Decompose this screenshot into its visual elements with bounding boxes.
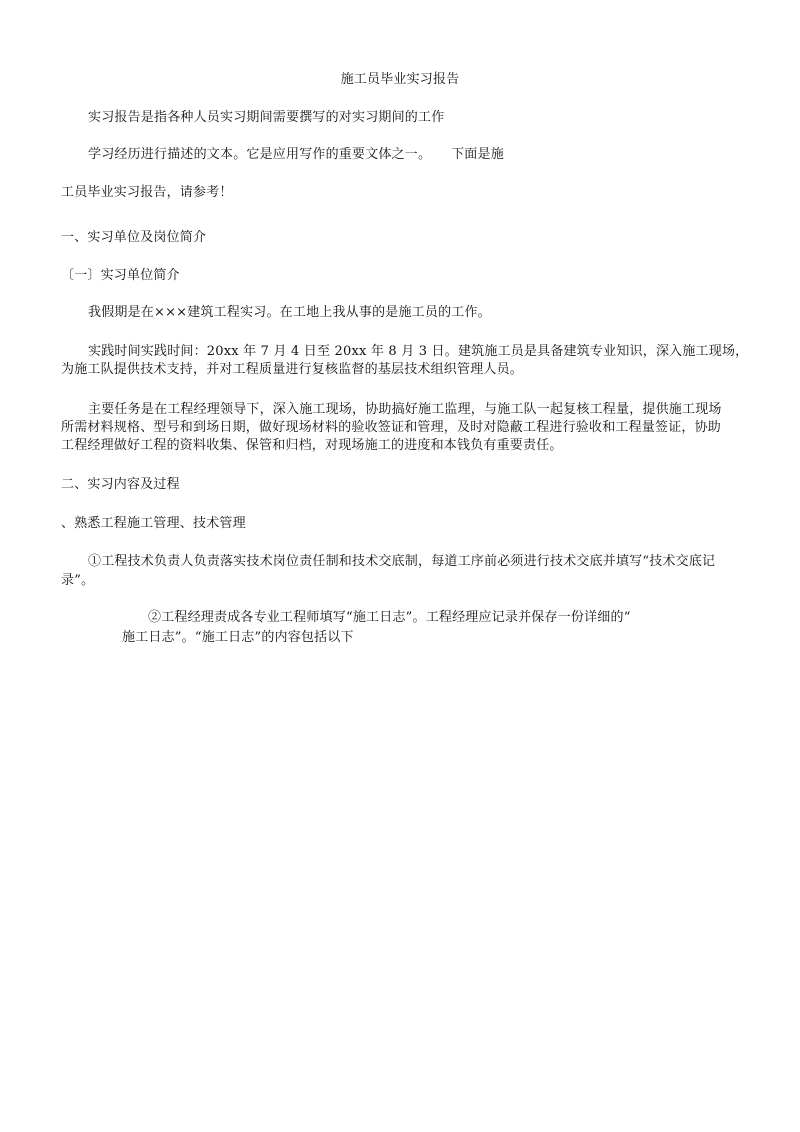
intro-line-3: 工员毕业实习报告，请参考！ [61, 185, 233, 200]
section-1-paragraph-3-line-1: 主要任务是在工程经理领导下，深入施工现场，协助搞好施工监理，与施工队一起复核工程量，提供施工现场 [88, 402, 722, 417]
section-1-paragraph-3-line-2: 所需材料规格、型号和到场日期，做好现场材料的验收签证和管理，及时对隐蔽工程进行验收和工程量签证，协助 [61, 420, 722, 435]
item-2-line-2: 施工日志”。“施工日志”的内容包括以下 [122, 630, 354, 645]
item-1-line-2: 录”。 [61, 573, 95, 588]
intro-line-2: 学习经历进行描述的文本。它是应用写作的重要文体之一。 下面是施 [88, 147, 504, 162]
section-1-paragraph-2-line-2: 为施工队提供技术支持，并对工程质量进行复核监督的基层技术组织管理人员。 [61, 362, 524, 377]
section-2-heading: 二、实习内容及过程 [61, 477, 180, 492]
item-2-line-1: ②工程经理责成各专业工程师填写“施工日志”。工程经理应记录并保存一份详细的“ [148, 610, 631, 625]
section-2-subheading: 、熟悉工程施工管理、技术管理 [61, 516, 246, 531]
section-1-paragraph-3-line-3: 工程经理做好工程的资料收集、保管和归档，对现场施工的进度和本钱负有重要责任。 [61, 438, 563, 453]
section-1-paragraph-2-line-1: 实践时间实践时间：20xx 年 7 月 4 日至 20xx 年 8 月 3 日。建筑施工员是具备建筑专业知识，深入施工现场， [88, 344, 749, 359]
section-1-paragraph-1: 我假期是在×××建筑工程实习。在工地上我从事的是施工员的工作。 [88, 305, 491, 320]
document-title: 施工员毕业实习报告 [340, 72, 460, 87]
section-1-heading: 一、实习单位及岗位简介 [61, 230, 207, 245]
intro-line-1: 实习报告是指各种人员实习期间需要撰写的对实习期间的工作 [88, 110, 445, 125]
section-1-subheading: 〔一〕实习单位简介 [61, 268, 180, 283]
item-1-line-1: ①工程技术负责人负责落实技术岗位责任制和技术交底制，每道工序前必须进行技术交底并填写“技术交底记 [88, 554, 716, 569]
